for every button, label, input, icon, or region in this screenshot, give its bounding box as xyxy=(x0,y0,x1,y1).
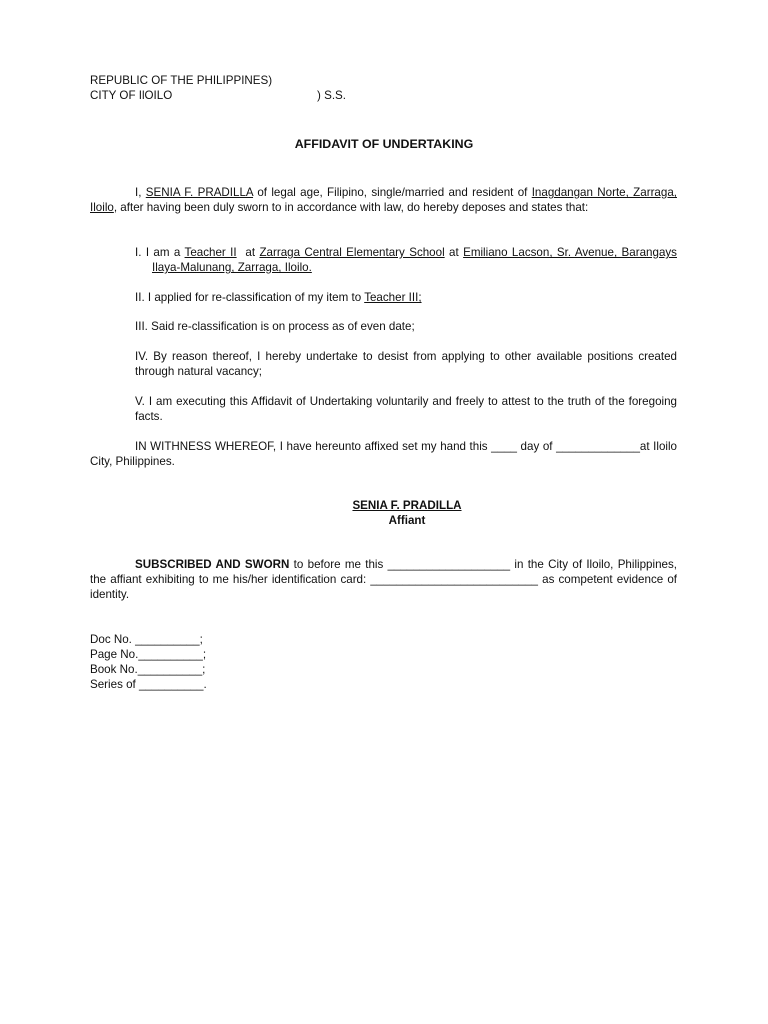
intro-paragraph xyxy=(90,185,677,215)
jurat-paragraph xyxy=(90,557,677,602)
item-1-school: Zarraga Central Elementary School xyxy=(259,246,445,259)
notary-series: Series of __________. xyxy=(90,678,207,691)
item-1-text-1: I. I am a xyxy=(135,246,185,259)
item-3: III. Said re-classification is on process as of even date; xyxy=(135,320,415,333)
item-1-address: Emiliano Lacson, Sr. Avenue, Barangays Ilaya-Malunang, Zarraga, Iloilo. xyxy=(152,246,677,274)
item-1 xyxy=(135,245,677,275)
intro-text-3: , after having been duly sworn to in accordance with law, do hereby deposes and states that: xyxy=(113,201,589,214)
signature-role: Affiant xyxy=(388,514,426,527)
intro-text-2: of legal age, Filipino, single/married and resident of xyxy=(253,186,532,199)
notary-book-no: Book No.__________; xyxy=(90,663,206,676)
notary-register xyxy=(90,632,207,692)
document-title: AFFIDAVIT OF UNDERTAKING xyxy=(294,137,474,151)
venue-city: CITY OF IlOILO xyxy=(90,89,173,102)
item-4: IV. By reason thereof, I hereby undertake to desist from applying to other available positions created through natural vacancy; xyxy=(135,350,677,378)
item-1-text-3: at xyxy=(444,246,464,259)
jurat-bold: SUBSCRIBED AND SWORN xyxy=(135,558,290,571)
item-5: V. I am executing this Affidavit of Undertaking voluntarily and freely to attest to the truth of the foregoing facts. xyxy=(135,395,677,423)
signature-name: SENIA F. PRADILLA xyxy=(352,499,462,512)
affiant-address: Inagdangan Norte, Zarraga, Iloilo xyxy=(90,186,677,214)
venue-ss: ) S.S. xyxy=(317,89,346,102)
item-2-text: II. I applied for re-classification of my item to xyxy=(135,291,365,304)
notary-doc-no: Doc No. __________; xyxy=(90,633,203,646)
notary-page-no: Page No.__________; xyxy=(90,648,207,661)
item-1-text-2: at xyxy=(236,246,260,259)
intro-text-1: I, xyxy=(135,186,146,199)
item-2-position: Teacher III; xyxy=(364,291,422,304)
item-2 xyxy=(135,290,677,305)
item-1-position: Teacher II xyxy=(184,246,237,259)
affiant-name: SENIA F. PRADILLA xyxy=(145,186,254,199)
jurat-text: to before me this ___________________ in the City of Iloilo, Philippines, the affiant exhibiting to me his/her identification card: __________________________ as competent evidence of identity. xyxy=(90,558,677,601)
venue-republic: REPUBLIC OF THE PHILIPPINES) xyxy=(90,74,273,87)
witness-paragraph: IN WITHNESS WHEREOF, I have hereunto affixed set my hand this ____ day of _____________at Iloilo City, Philippines. xyxy=(90,440,677,468)
